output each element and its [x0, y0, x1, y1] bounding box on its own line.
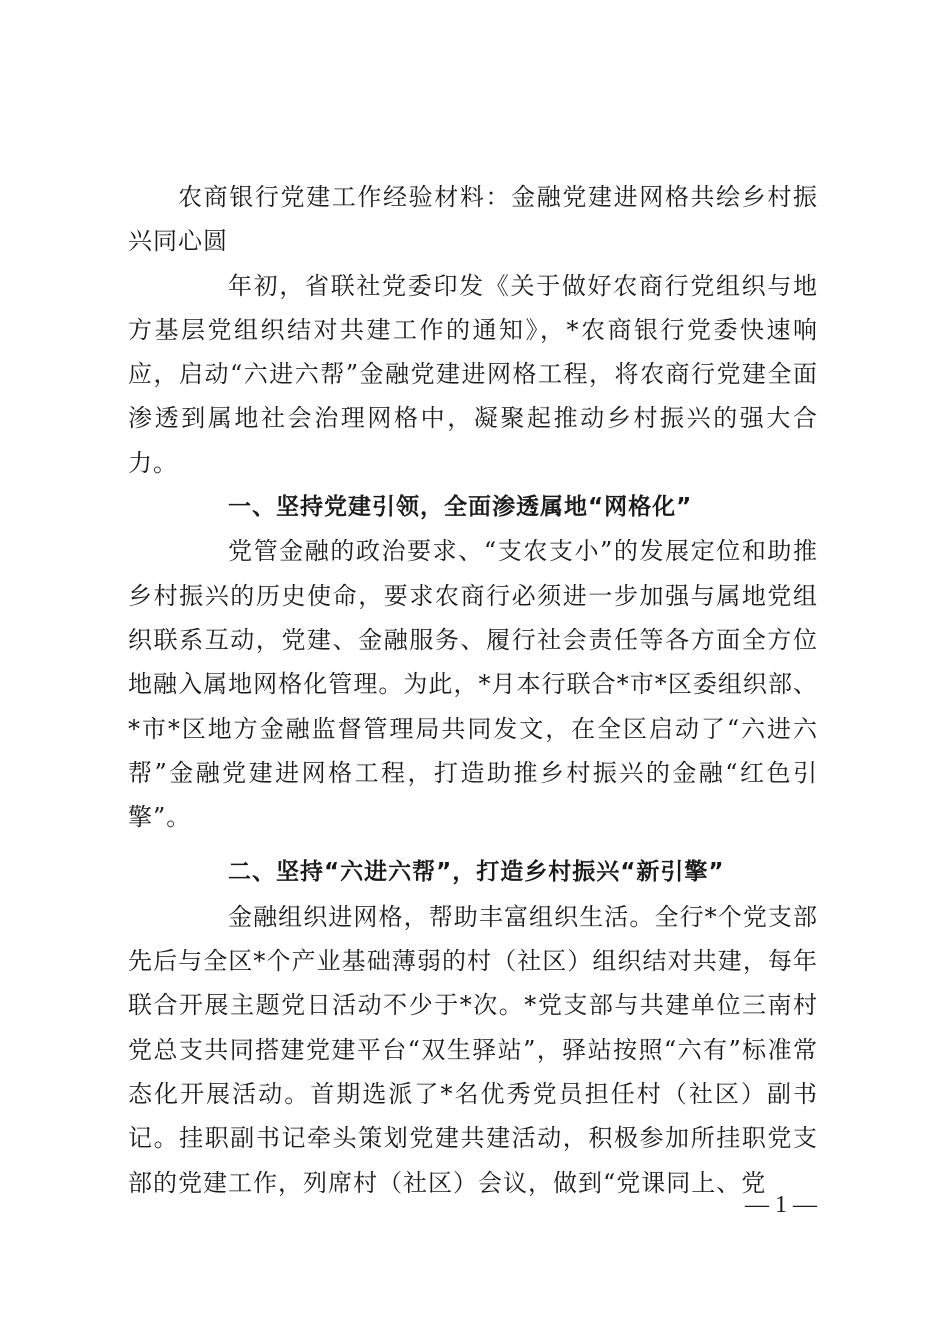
document-title: 农商银行党建工作经验材料：金融党建进网格共绘乡村振兴同心圆	[128, 183, 818, 256]
document-body	[128, 175, 818, 1205]
section-1-paragraph: 党管金融的政治要求、“支农支小”的发展定位和助推乡村振兴的历史使命，要求农商行必须进一步加强与属地党组织联系互动，党建、金融服务、履行社会责任等各方面全方位地融入属地网格化管理。为此，*月本行联合*市*区委组织部、*市*区地方金融监督管理局共同发文，在全区启动了“六进六帮”金融党建进网格工程，打造助推乡村振兴的金融“红色引擎”。	[128, 537, 818, 832]
page-number: — 1 —	[745, 1192, 817, 1218]
section-1-heading: 一、坚持党建引领，全面渗透属地“网格化”	[228, 494, 693, 521]
intro-paragraph: 年初，省联社党委印发《关于做好农商行党组织与地方基层党组织结对共建工作的通知》，*农商银行党委快速响应，启动“六进六帮”金融党建进网格工程，将农商行党建全面渗透到属地社会治理网格中，凝聚起推动乡村振兴的强大合力。	[128, 271, 818, 477]
section-2-heading: 二、坚持“六进六帮”，打造乡村振兴“新引擎”	[228, 859, 725, 886]
section-2-paragraph: 金融组织进网格，帮助丰富组织生活。全行*个党支部先后与全区*个产业基础薄弱的村（社区）组织结对共建，每年联合开展主题党日活动不少于*次。*党支部与共建单位三南村党总支共同搭建党建平台“双生驿站”，驿站按照“六有”标准常态化开展活动。首期选派了*名优秀党员担任村（社区）副书记。挂职副书记牵头策划党建共建活动，积极参加所挂职党支部的党建工作，列席村（社区）会议，做到“党课同上、党	[128, 902, 818, 1197]
